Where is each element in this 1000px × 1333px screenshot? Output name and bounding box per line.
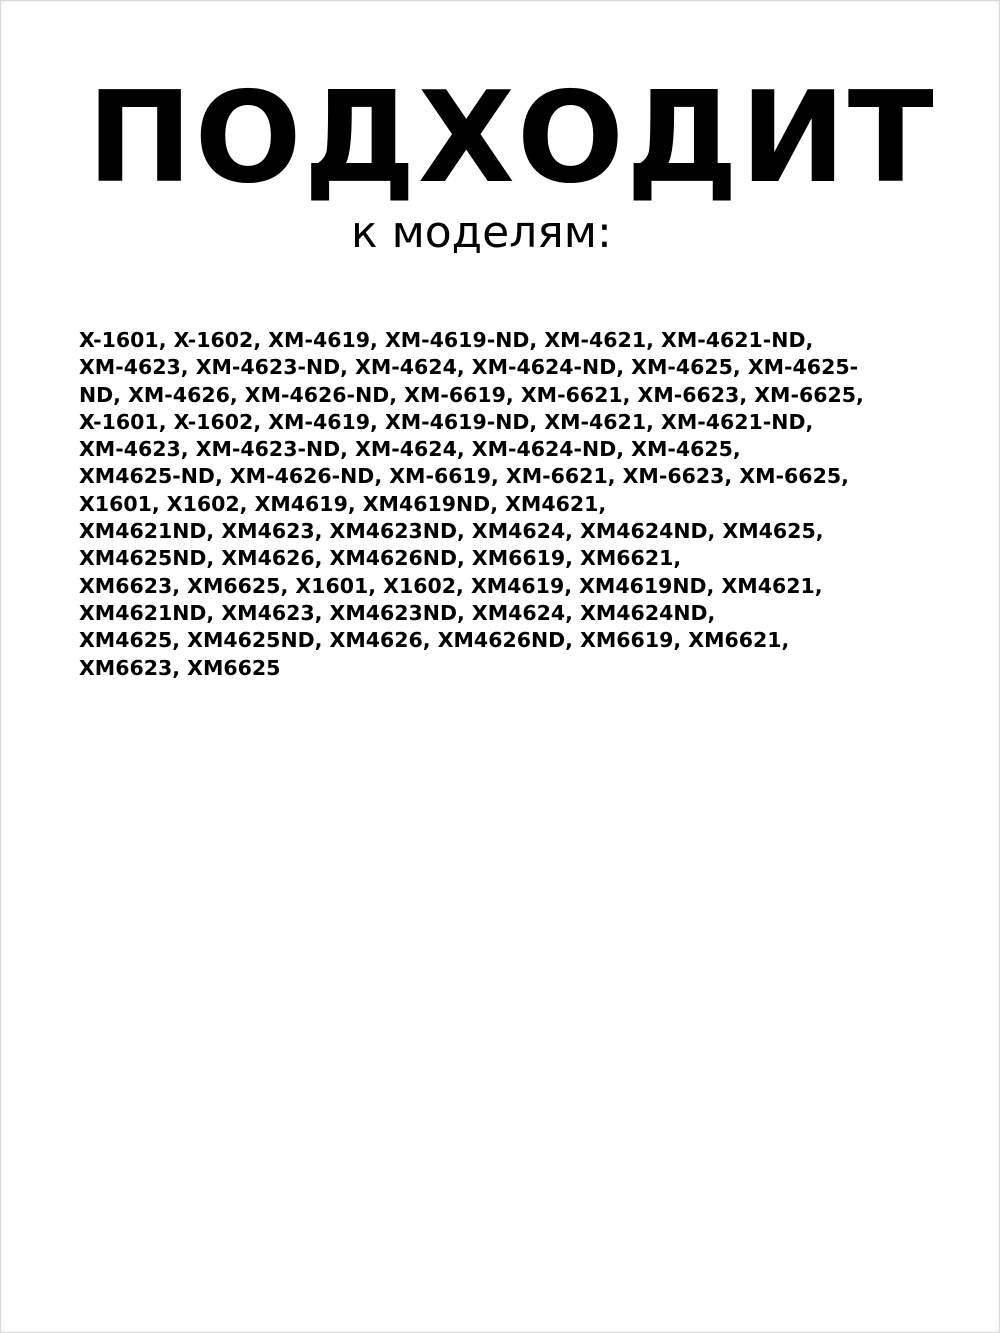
model-list-line: X-1601, X-1602, XM-4619, XM-4619-ND, XM-4621, XM-4621-ND,: [79, 409, 814, 434]
model-list-line: X1601, X1602, XM4619, XM4619ND, XM4621,: [79, 491, 607, 516]
model-list-line: XM4625-ND, XM-4626-ND, XM-6619, XM-6621, XM-6623, XM-6625,: [79, 464, 849, 489]
model-list-line: ND, XM-4626, XM-4626-ND, XM-6619, XM-6621, XM-6623, XM-6625,: [79, 382, 864, 407]
model-list-line: XM-4623, XM-4623-ND, XM-4624, XM-4624-ND, XM-4625,: [79, 437, 741, 462]
model-list-line: XM-4623, XM-4623-ND, XM-4624, XM-4624-ND, XM-4625, XM-4625-: [79, 355, 859, 380]
model-list: [79, 327, 959, 682]
model-list-line: XM4621ND, XM4623, XM4623ND, XM4624, XM4624ND, XM4625,: [79, 519, 824, 544]
model-list-line: XM4625, XM4625ND, XM4626, XM4626ND, XM6619, XM6621,: [79, 628, 790, 653]
model-list-line: X-1601, X-1602, XM-4619, XM-4619-ND, XM-4621, XM-4621-ND,: [79, 328, 814, 352]
model-list-line: XM4621ND, XM4623, XM4623ND, XM4624, XM4624ND,: [79, 600, 716, 625]
model-list-line: XM6623, XM6625, X1601, X1602, XM4619, XM4619ND, XM4621,: [79, 573, 823, 598]
model-list-line: XM4625ND, XM4626, XM4626ND, XM6619, XM6621,: [79, 546, 682, 571]
page-title: ПОДХОДИТ: [87, 64, 936, 211]
page-subtitle: к моделям:: [351, 207, 612, 258]
model-list-line: XM6623, XM6625: [79, 655, 281, 680]
